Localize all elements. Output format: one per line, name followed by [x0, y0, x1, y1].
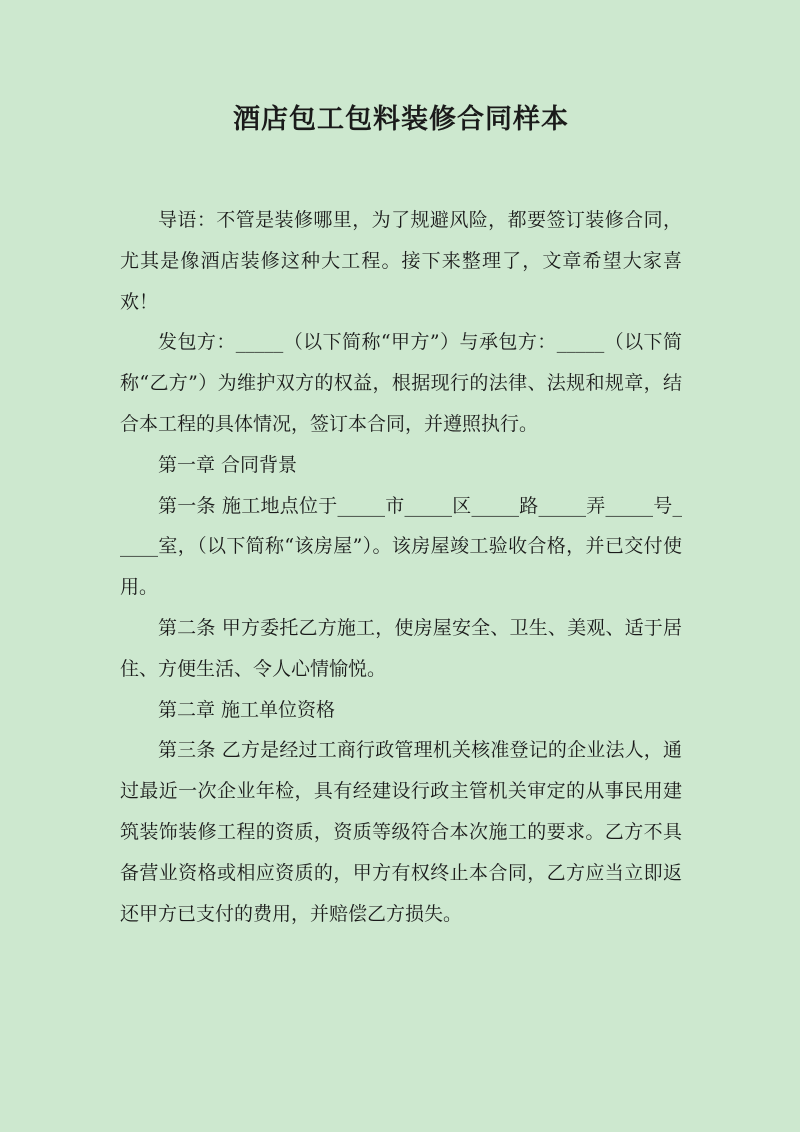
parties-paragraph: 发包方：_____（以下简称“甲方”）与承包方：_____（以下简称“乙方”）为维护双方的权益，根据现行的法律、法规和规章，结合本工程的具体情况，签订本合同，并遵照执行。	[120, 331, 682, 435]
article-paragraph: 第二条 甲方委托乙方施工，使房屋安全、卫生、美观、适于居住、方便生活、令人心情愉悦。	[120, 616, 682, 680]
chapter-heading: 第一章 合同背景	[158, 453, 298, 476]
intro-paragraph: 导语：不管是装修哪里，为了规避风险，都要签订装修合同，尤其是像酒店装修这种大工程。接下来整理了，文章希望大家喜欢！	[120, 209, 682, 313]
document-title: 酒店包工包料装修合同样本	[233, 104, 569, 135]
article-paragraph: 第三条 乙方是经过工商行政管理机关核准登记的企业法人，通过最近一次企业年检，具有经建设行政主管机关审定的从事民用建筑装饰装修工程的资质，资质等级符合本次施工的要求。乙方不具备营业资格或相应资质的，甲方有权终止本合同，乙方应当立即返还甲方已支付的费用，并赔偿乙方损失。	[120, 739, 682, 925]
article-paragraph: 第一条 施工地点位于_____市_____区_____路_____弄_____号_____室，（以下简称“该房屋”）。该房屋竣工验收合格，并已交付使用。	[120, 494, 682, 599]
chapter-heading: 第二章 施工单位资格	[158, 698, 336, 721]
